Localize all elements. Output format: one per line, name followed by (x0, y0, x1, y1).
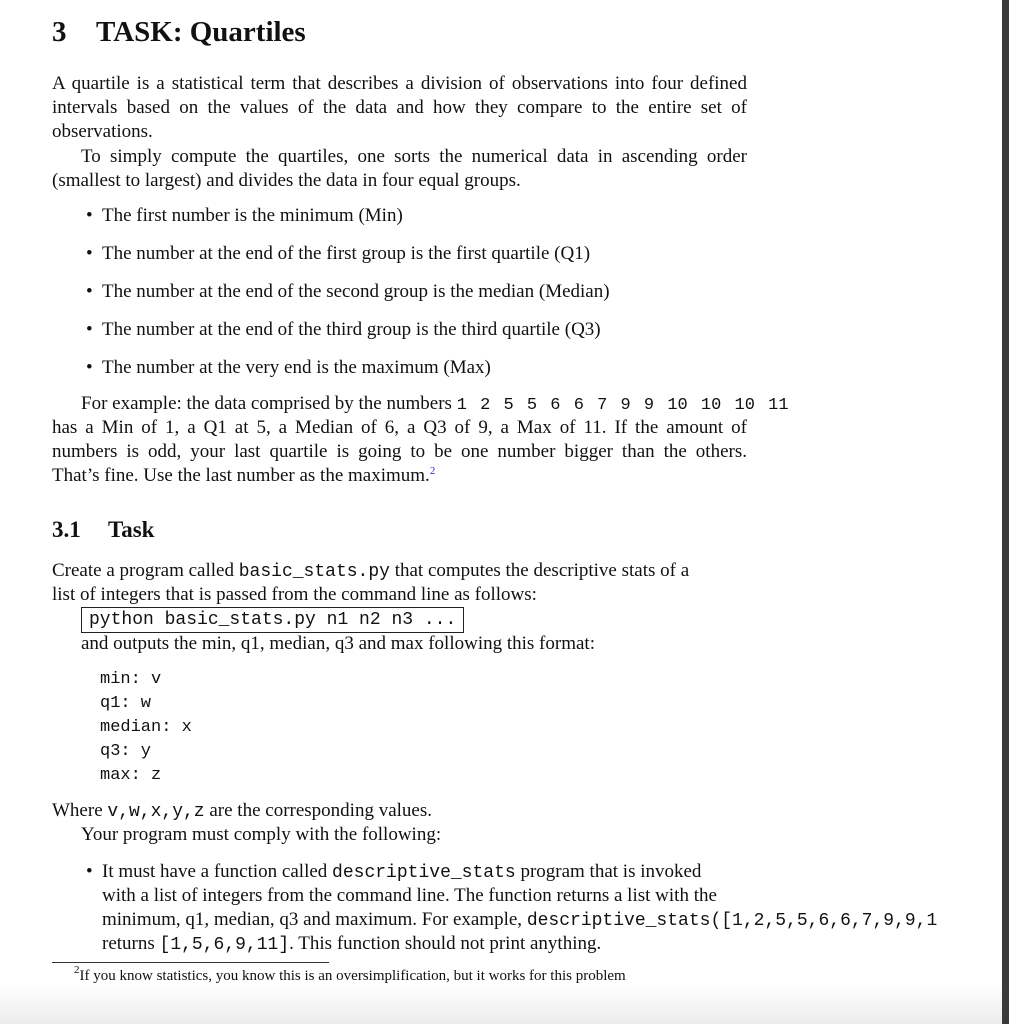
footnote-number: 2 (74, 964, 80, 976)
where-code: v,w,x,y,z (107, 802, 205, 822)
intro-line-2: intervals based on the values of the data and how they compare to the entire set of (52, 97, 747, 118)
task-line-1-a: Create a program called (52, 560, 234, 581)
req-l1-a: It must have a function called (102, 861, 328, 882)
where-b: are the corresponding values. (209, 800, 432, 821)
output-line-q1: q1: w (100, 694, 152, 713)
example-call-code: descriptive_stats([1,2,5,5,6,6,7,9,9,1 (526, 911, 938, 931)
intro-para2-line-2: (smallest to largest) and divides the data in four equal groups. (52, 170, 521, 191)
function-name-code: descriptive_stats (332, 863, 516, 883)
bullet-item-q1: • The number at the end of the first group is the first quartile (Q1) (86, 243, 591, 264)
bullet-text: The number at the end of the second group is the median (Median) (102, 281, 610, 302)
window-edge (1002, 0, 1009, 1024)
example-line-2: has a Min of 1, a Q1 at 5, a Median of 6, a Q3 of 9, a Max of 11. If the amount of (52, 417, 747, 438)
bullet-item-max: • The number at the very end is the maximum (Max) (86, 357, 491, 378)
task-line-3: and outputs the min, q1, median, q3 and max following this format: (81, 633, 595, 654)
requirement-bullet: • It must have a function called descriptive_stats program that is invoked (86, 861, 702, 883)
example-prefix: For example: the data comprised by the numbers (81, 393, 452, 414)
req-line-4 (102, 932, 601, 957)
bullet-text: The number at the very end is the maximum (Max) (102, 357, 491, 378)
section-heading (52, 16, 306, 49)
where-line (52, 799, 432, 824)
footnote-link[interactable]: 2 (429, 465, 436, 477)
comply-line: Your program must comply with the following: (81, 824, 442, 845)
section-title: TASK: Quartiles (96, 16, 306, 48)
req-l4-b: . This function should not print anything. (289, 933, 602, 954)
req-line-2: with a list of integers from the command line. The function returns a list with the (102, 885, 717, 906)
example-numbers: 1 2 5 5 6 6 7 9 9 10 10 10 11 (456, 396, 789, 415)
req-l4-a: returns (102, 933, 155, 954)
example-result-code: [1,5,6,9,11] (159, 935, 290, 955)
bullet-text: The number at the end of the first group is the first quartile (Q1) (102, 243, 591, 264)
footnote-text: If you know statistics, you know this is an oversimplification, but it works for this problem (79, 968, 626, 984)
filename-code: basic_stats.py (238, 562, 390, 582)
req-line-3 (102, 908, 937, 933)
output-line-median: median: x (100, 718, 192, 737)
bullet-item-min: • The first number is the minimum (Min) (86, 205, 403, 226)
task-line-1-b: that computes the descriptive stats of a (394, 560, 690, 581)
where-a: Where (52, 800, 103, 821)
example-last: That’s fine. Use the last number as the maximum. (52, 465, 430, 486)
subsection-title: Task (108, 517, 155, 542)
subsection-heading (52, 517, 154, 543)
task-line-2: list of integers that is passed from the command line as follows: (52, 584, 537, 605)
bullet-text: The first number is the minimum (Min) (102, 205, 403, 226)
bullet-item-q3: • The number at the end of the third group is the third quartile (Q3) (86, 319, 601, 340)
example-line-3: numbers is odd, your last quartile is going to be one number bigger than the others. (52, 441, 747, 462)
req-l3-a: minimum, q1, median, q3 and maximum. For example, (102, 909, 523, 930)
footnote-rule (52, 962, 329, 963)
section-number: 3 (52, 16, 67, 48)
intro-line-1: A quartile is a statistical term that describes a division of observations into four defined (52, 73, 747, 94)
intro-line-3: observations. (52, 121, 153, 142)
subsection-number: 3.1 (52, 517, 81, 542)
output-line-min: min: v (100, 670, 162, 689)
req-l1-b: program that is invoked (520, 861, 702, 882)
output-line-q3: q3: y (100, 742, 152, 761)
example-line-1 (81, 392, 789, 418)
page-bottom-shadow (0, 984, 1002, 1024)
intro-para2-line-1: To simply compute the quartiles, one sorts the numerical data in ascending order (81, 146, 747, 167)
bullet-text: The number at the end of the third group is the third quartile (Q3) (102, 319, 601, 340)
footnote (74, 964, 626, 985)
command-box: python basic_stats.py n1 n2 n3 ... (81, 607, 464, 633)
task-line-1 (52, 559, 689, 584)
output-line-max: max: z (100, 766, 162, 785)
bullet-item-median: • The number at the end of the second group is the median (Median) (86, 281, 610, 302)
example-line-4 (52, 464, 435, 488)
